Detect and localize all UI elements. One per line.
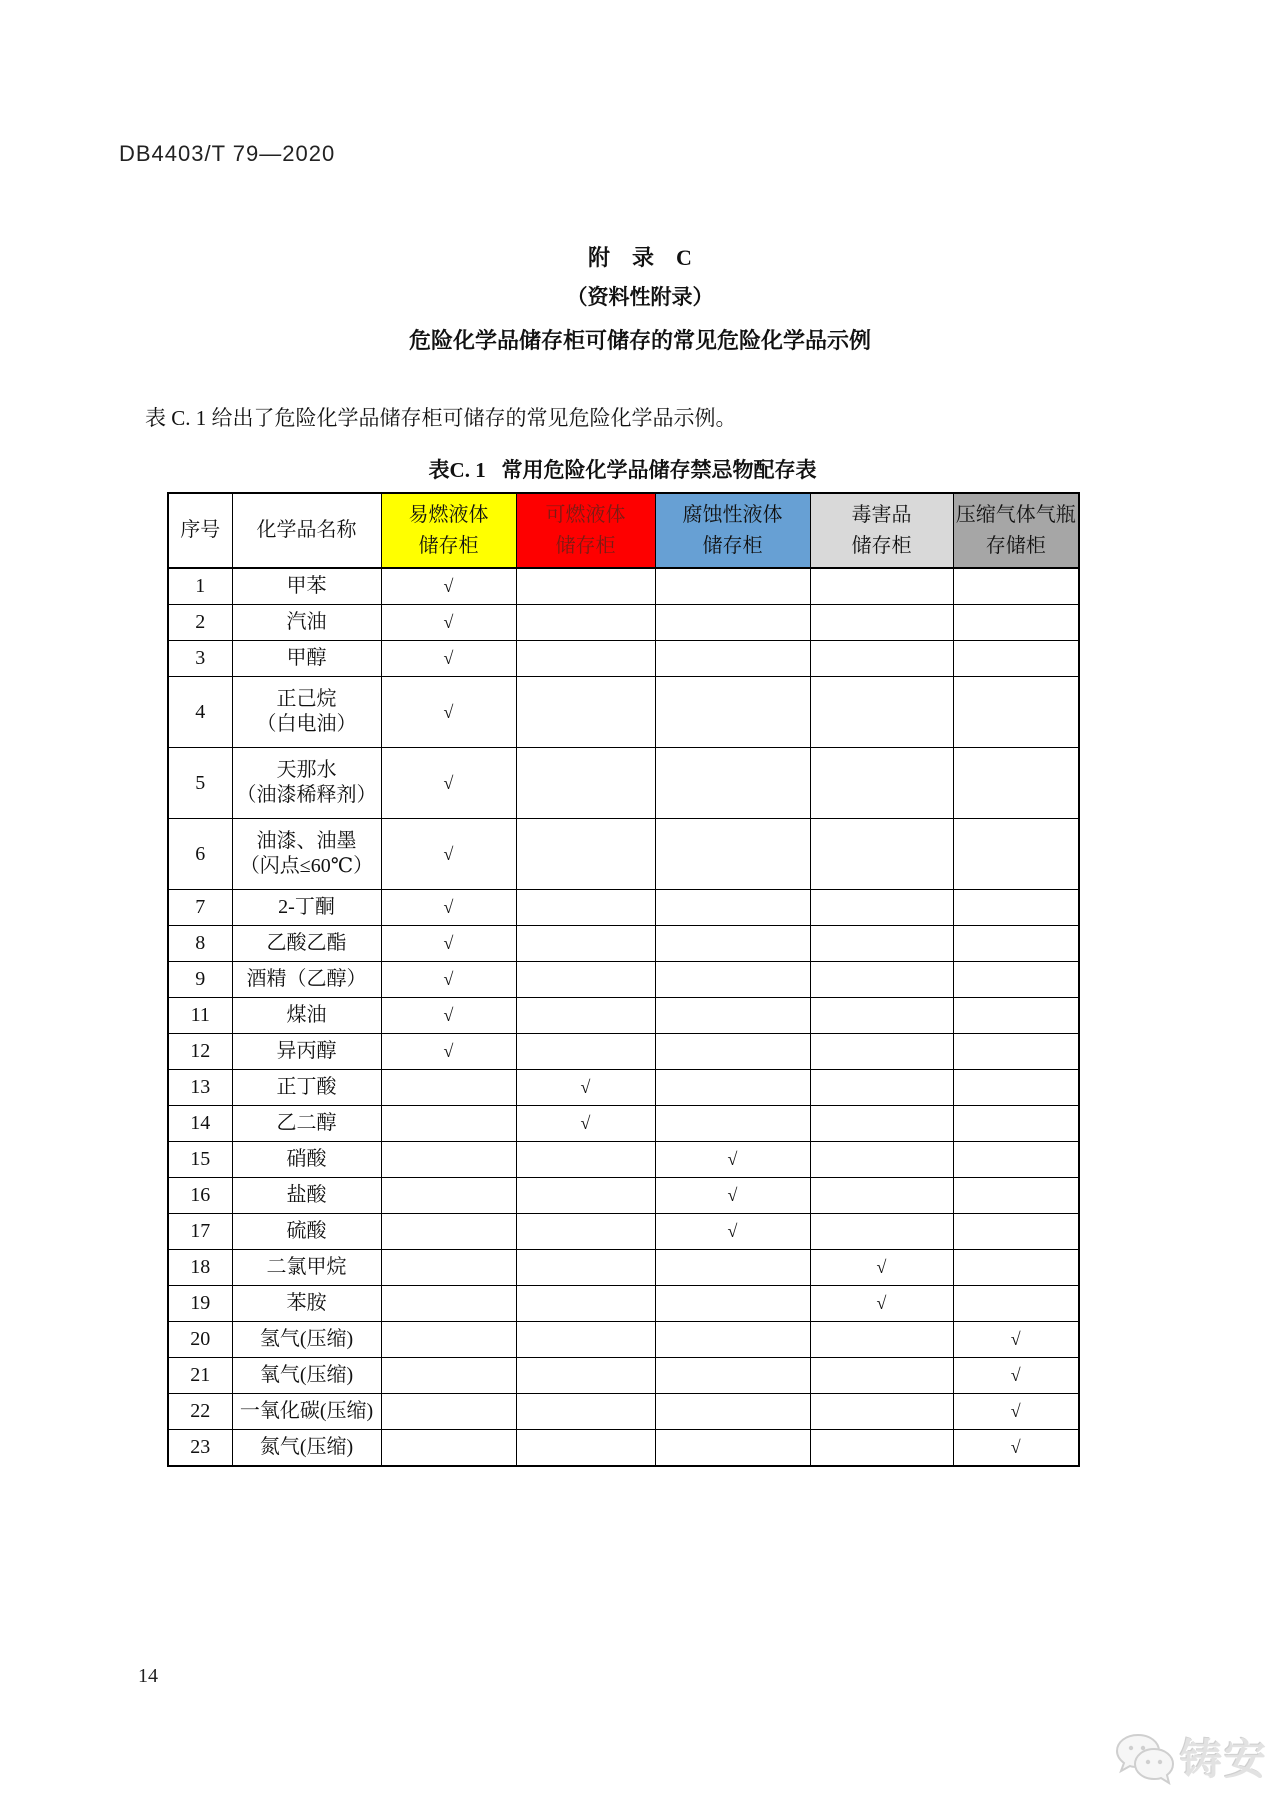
empty-cell <box>516 1430 655 1467</box>
empty-cell <box>810 748 953 819</box>
check-mark: √ <box>876 1257 887 1277</box>
empty-cell <box>953 962 1079 998</box>
empty-cell <box>655 1250 810 1286</box>
page-number: 14 <box>138 1665 158 1687</box>
column-header-0 <box>168 493 232 568</box>
chemical-name <box>232 998 381 1034</box>
chemical-name-line: 甲醇 <box>286 647 327 669</box>
table-row <box>168 890 1079 926</box>
check-cell <box>953 1394 1079 1430</box>
check-mark: √ <box>443 1005 454 1025</box>
chemical-name <box>232 641 381 677</box>
check-mark: √ <box>443 576 454 596</box>
chemical-name-line: 天那水 <box>276 759 337 781</box>
column-header-5 <box>810 493 953 568</box>
table-row <box>168 677 1079 748</box>
empty-cell <box>953 1034 1079 1070</box>
check-cell <box>516 1106 655 1142</box>
check-mark: √ <box>727 1149 738 1169</box>
table-row <box>168 1358 1079 1394</box>
empty-cell <box>516 1250 655 1286</box>
column-header-6 <box>953 493 1079 568</box>
check-mark: √ <box>727 1221 738 1241</box>
check-mark: √ <box>443 897 454 917</box>
empty-cell <box>810 962 953 998</box>
check-cell <box>381 962 516 998</box>
empty-cell <box>953 926 1079 962</box>
empty-cell <box>516 1034 655 1070</box>
check-cell <box>381 641 516 677</box>
empty-cell <box>953 1070 1079 1106</box>
chemical-name-line: 汽油 <box>286 611 327 633</box>
empty-cell <box>655 1358 810 1394</box>
row-number: 11 <box>168 998 232 1034</box>
empty-cell <box>655 748 810 819</box>
table-row <box>168 1034 1079 1070</box>
chemical-name-line: 二氯甲烷 <box>266 1256 347 1278</box>
check-mark: √ <box>580 1113 591 1133</box>
check-cell <box>953 1322 1079 1358</box>
table-row <box>168 641 1079 677</box>
empty-cell <box>810 677 953 748</box>
check-mark: √ <box>443 648 454 668</box>
appendix-heading: 危险化学品储存柜可储存的常见危险化学品示例 <box>408 328 871 353</box>
table-row <box>168 1178 1079 1214</box>
table-row <box>168 1394 1079 1430</box>
row-number: 23 <box>168 1430 232 1467</box>
empty-cell <box>953 890 1079 926</box>
check-cell <box>810 1250 953 1286</box>
table-row <box>168 748 1079 819</box>
publisher-logo <box>1108 1722 1268 1792</box>
empty-cell <box>516 1322 655 1358</box>
check-cell <box>381 605 516 641</box>
chemical-name-line: 煤油 <box>286 1004 327 1026</box>
empty-cell <box>516 1178 655 1214</box>
chemical-name-line: 硫酸 <box>286 1220 327 1242</box>
chemical-name <box>232 962 381 998</box>
empty-cell <box>810 605 953 641</box>
empty-cell <box>655 926 810 962</box>
chat-bubbles-icon <box>1108 1725 1180 1789</box>
empty-cell <box>516 1214 655 1250</box>
table-row <box>168 998 1079 1034</box>
chemical-name <box>232 1106 381 1142</box>
row-number: 9 <box>168 962 232 998</box>
empty-cell <box>810 1142 953 1178</box>
check-cell <box>381 677 516 748</box>
check-mark: √ <box>443 612 454 632</box>
chemical-name-line: 乙酸乙酯 <box>266 932 347 954</box>
chemical-name <box>232 1070 381 1106</box>
empty-cell <box>953 1250 1079 1286</box>
chemical-name <box>232 1430 381 1467</box>
empty-cell <box>810 1106 953 1142</box>
check-cell <box>655 1214 810 1250</box>
empty-cell <box>381 1430 516 1467</box>
chemical-name <box>232 568 381 605</box>
empty-cell <box>381 1214 516 1250</box>
empty-cell <box>516 605 655 641</box>
chemical-name <box>232 748 381 819</box>
empty-cell <box>655 1322 810 1358</box>
empty-cell <box>381 1250 516 1286</box>
check-cell <box>381 748 516 819</box>
chemical-name <box>232 1250 381 1286</box>
column-header-line: 腐蚀性液体 <box>682 503 783 526</box>
empty-cell <box>953 1286 1079 1322</box>
empty-cell <box>655 1430 810 1467</box>
table-row <box>168 1286 1079 1322</box>
empty-cell <box>381 1286 516 1322</box>
row-number: 22 <box>168 1394 232 1430</box>
empty-cell <box>655 1034 810 1070</box>
column-header-line: 易燃液体 <box>408 503 489 526</box>
empty-cell <box>516 1358 655 1394</box>
empty-cell <box>655 962 810 998</box>
row-number: 15 <box>168 1142 232 1178</box>
empty-cell <box>655 605 810 641</box>
row-number: 17 <box>168 1214 232 1250</box>
table-row <box>168 605 1079 641</box>
empty-cell <box>516 962 655 998</box>
column-header-line: 储存柜 <box>418 534 479 557</box>
table-row <box>168 926 1079 962</box>
row-number: 5 <box>168 748 232 819</box>
check-mark: √ <box>443 969 454 989</box>
check-mark: √ <box>443 701 454 722</box>
empty-cell <box>810 1358 953 1394</box>
check-cell <box>381 998 516 1034</box>
header-row <box>168 493 1079 568</box>
check-mark: √ <box>727 1185 738 1205</box>
empty-cell <box>516 998 655 1034</box>
chemical-name-line: 正丁酸 <box>276 1076 337 1098</box>
check-mark: √ <box>443 772 454 793</box>
empty-cell <box>655 1286 810 1322</box>
chemical-name-line: 硝酸 <box>286 1148 327 1170</box>
chemical-name <box>232 1034 381 1070</box>
empty-cell <box>381 1106 516 1142</box>
table-caption: 表C. 1 常用危险化学品储存禁忌物配存表 <box>428 458 817 482</box>
row-number: 3 <box>168 641 232 677</box>
column-header-line: 可燃液体 <box>545 503 626 526</box>
check-mark: √ <box>1010 1365 1021 1385</box>
chemical-name <box>232 890 381 926</box>
chemical-name-line: 氧气(压缩) <box>259 1364 354 1386</box>
empty-cell <box>953 748 1079 819</box>
check-cell <box>953 1430 1079 1467</box>
chemical-name-line: 氢气(压缩) <box>259 1328 354 1350</box>
row-number: 6 <box>168 819 232 890</box>
chemical-name <box>232 926 381 962</box>
table-row <box>168 1322 1079 1358</box>
check-mark: √ <box>1010 1401 1021 1421</box>
row-number: 7 <box>168 890 232 926</box>
table-row <box>168 1250 1079 1286</box>
row-number: 4 <box>168 677 232 748</box>
table-row <box>168 962 1079 998</box>
column-header-line: 压缩气体气瓶 <box>955 503 1076 526</box>
check-mark: √ <box>580 1077 591 1097</box>
table-row <box>168 1070 1079 1106</box>
empty-cell <box>810 819 953 890</box>
table-section <box>167 454 1078 1467</box>
row-number: 14 <box>168 1106 232 1142</box>
row-number: 1 <box>168 568 232 605</box>
column-header-line: 毒害品 <box>851 503 912 526</box>
chemical-name-line: 乙二醇 <box>276 1112 337 1134</box>
column-header-line: 储存柜 <box>851 534 912 557</box>
empty-cell <box>953 641 1079 677</box>
empty-cell <box>516 568 655 605</box>
check-cell <box>381 890 516 926</box>
empty-cell <box>381 1358 516 1394</box>
empty-cell <box>655 1070 810 1106</box>
row-number: 12 <box>168 1034 232 1070</box>
check-mark: √ <box>1010 1437 1021 1457</box>
empty-cell <box>953 605 1079 641</box>
empty-cell <box>655 890 810 926</box>
row-number: 8 <box>168 926 232 962</box>
row-number: 16 <box>168 1178 232 1214</box>
chemical-name <box>232 605 381 641</box>
empty-cell <box>655 998 810 1034</box>
empty-cell <box>810 1034 953 1070</box>
check-cell <box>381 926 516 962</box>
chemical-name-line: 甲苯 <box>286 575 327 597</box>
check-cell <box>655 1178 810 1214</box>
chemical-name <box>232 677 381 748</box>
chemical-name <box>232 1214 381 1250</box>
table-row <box>168 1142 1079 1178</box>
empty-cell <box>655 568 810 605</box>
check-cell <box>381 568 516 605</box>
check-cell <box>655 1142 810 1178</box>
row-number: 20 <box>168 1322 232 1358</box>
column-header-line: 储存柜 <box>555 534 616 557</box>
row-number: 18 <box>168 1250 232 1286</box>
column-header-2 <box>381 493 516 568</box>
appendix-title: 附 录 C <box>588 245 692 270</box>
table-row <box>168 568 1079 605</box>
empty-cell <box>810 1178 953 1214</box>
empty-cell <box>953 1106 1079 1142</box>
empty-cell <box>810 1214 953 1250</box>
empty-cell <box>516 1142 655 1178</box>
chemical-name-line: 盐酸 <box>286 1184 327 1206</box>
check-mark: √ <box>443 1041 454 1061</box>
check-mark: √ <box>443 843 454 864</box>
empty-cell <box>810 1394 953 1430</box>
chemical-name <box>232 1358 381 1394</box>
empty-cell <box>655 819 810 890</box>
empty-cell <box>381 1394 516 1430</box>
appendix-subtitle: （资料性附录） <box>566 285 714 309</box>
empty-cell <box>516 748 655 819</box>
empty-cell <box>655 1106 810 1142</box>
empty-cell <box>953 819 1079 890</box>
chemical-name-line: 油漆、油墨 <box>256 830 357 852</box>
empty-cell <box>810 926 953 962</box>
table-row <box>168 1106 1079 1142</box>
chemical-name-line: 氮气(压缩) <box>259 1436 354 1458</box>
row-number: 19 <box>168 1286 232 1322</box>
column-header-1 <box>232 493 381 568</box>
check-cell <box>381 819 516 890</box>
column-header-4 <box>655 493 810 568</box>
empty-cell <box>516 819 655 890</box>
check-mark: √ <box>443 933 454 953</box>
empty-cell <box>655 1394 810 1430</box>
empty-cell <box>810 1070 953 1106</box>
empty-cell <box>516 926 655 962</box>
empty-cell <box>516 1394 655 1430</box>
column-header-line: 化学品名称 <box>256 519 357 541</box>
table-row <box>168 1430 1079 1467</box>
empty-cell <box>953 1178 1079 1214</box>
chemical-name-line: （油漆稀释剂） <box>236 784 377 806</box>
column-header-line: 储存柜 <box>702 534 763 557</box>
empty-cell <box>381 1142 516 1178</box>
column-header-line: 序号 <box>180 519 221 541</box>
empty-cell <box>810 890 953 926</box>
empty-cell <box>953 1214 1079 1250</box>
column-header-line: 存储柜 <box>985 534 1046 557</box>
empty-cell <box>516 1286 655 1322</box>
chemical-name-line: 正己烷 <box>276 688 337 710</box>
chemical-name <box>232 1286 381 1322</box>
table-row <box>168 819 1079 890</box>
table-body <box>168 568 1079 1466</box>
chemical-name <box>232 819 381 890</box>
empty-cell <box>953 568 1079 605</box>
empty-cell <box>516 641 655 677</box>
check-mark: √ <box>1010 1329 1021 1349</box>
chemical-name-line: 苯胺 <box>286 1292 327 1314</box>
check-cell <box>516 1070 655 1106</box>
check-cell <box>953 1358 1079 1394</box>
check-cell <box>810 1286 953 1322</box>
empty-cell <box>953 998 1079 1034</box>
empty-cell <box>810 998 953 1034</box>
chemical-name-line: 2-丁酮 <box>278 896 335 918</box>
doc-number: DB4403/T 79—2020 <box>119 141 336 166</box>
check-mark: √ <box>876 1293 887 1313</box>
chemical-name <box>232 1178 381 1214</box>
chemical-name-line: （闪点≤60℃） <box>239 855 374 877</box>
empty-cell <box>810 1430 953 1467</box>
empty-cell <box>381 1322 516 1358</box>
empty-cell <box>655 677 810 748</box>
empty-cell <box>655 641 810 677</box>
logo-text: 铸安 <box>1180 1736 1269 1783</box>
empty-cell <box>516 890 655 926</box>
empty-cell <box>953 677 1079 748</box>
check-cell <box>381 1034 516 1070</box>
column-header-3 <box>516 493 655 568</box>
chemical-name <box>232 1142 381 1178</box>
chemical-storage-table <box>167 492 1080 1467</box>
empty-cell <box>381 1070 516 1106</box>
empty-cell <box>810 1322 953 1358</box>
chemical-name <box>232 1322 381 1358</box>
table-row <box>168 1214 1079 1250</box>
empty-cell <box>516 677 655 748</box>
chemical-name-line: （白电油） <box>256 713 357 735</box>
chemical-name-line: 异丙醇 <box>276 1040 337 1062</box>
chemical-name <box>232 1394 381 1430</box>
row-number: 21 <box>168 1358 232 1394</box>
empty-cell <box>381 1178 516 1214</box>
chemical-name-line: 一氧化碳(压缩) <box>239 1400 374 1422</box>
row-number: 2 <box>168 605 232 641</box>
intro-paragraph: 表 C. 1 给出了危险化学品储存柜可储存的常见危险化学品示例。 <box>145 406 737 430</box>
empty-cell <box>810 568 953 605</box>
empty-cell <box>953 1142 1079 1178</box>
row-number: 13 <box>168 1070 232 1106</box>
chemical-name-line: 酒精（乙醇） <box>246 968 367 990</box>
empty-cell <box>810 641 953 677</box>
table-header <box>168 493 1079 568</box>
